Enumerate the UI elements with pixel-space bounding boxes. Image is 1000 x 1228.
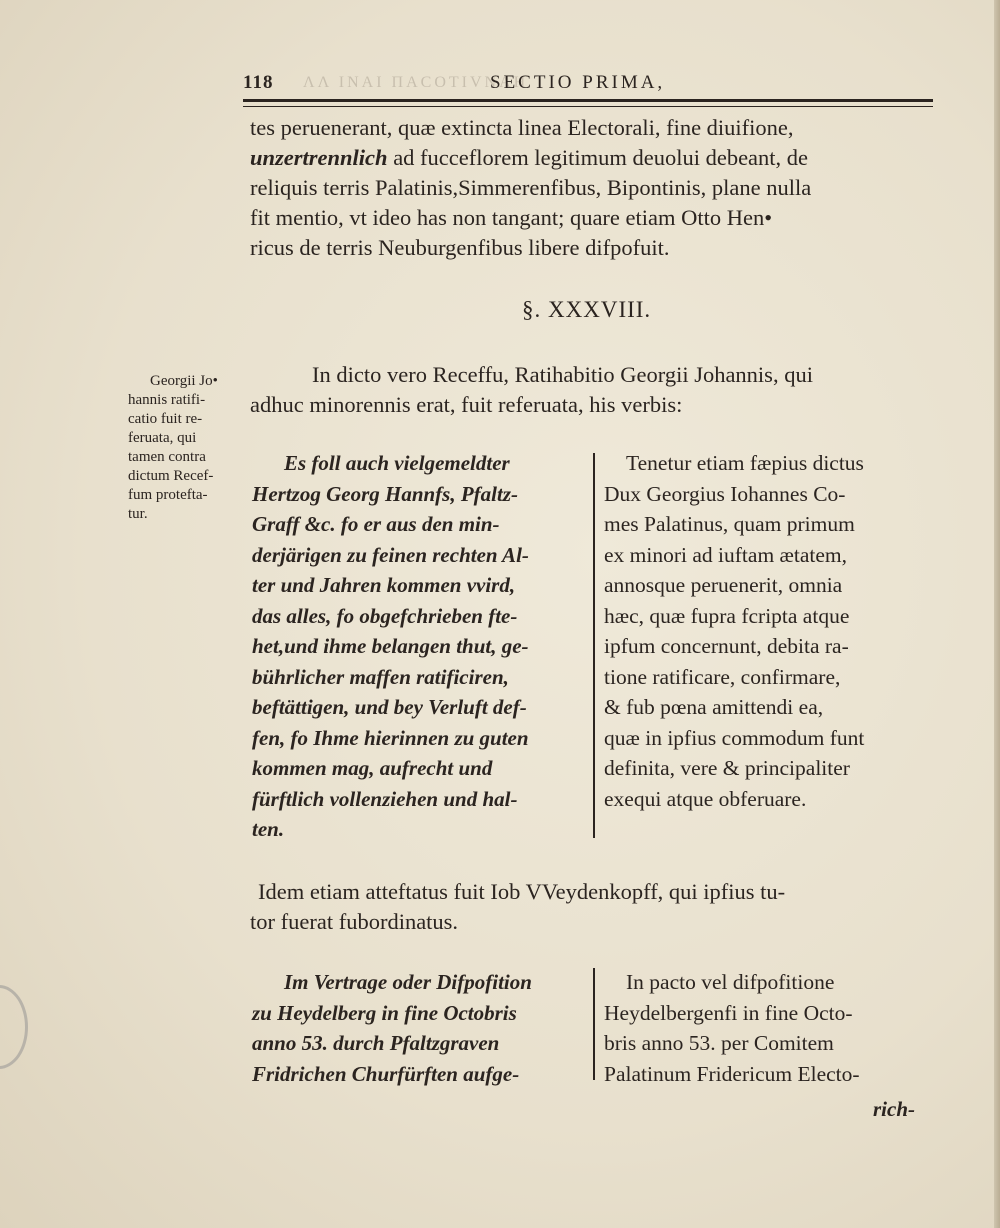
latin-line: exequi atque obferuare. <box>604 786 807 811</box>
note-line: dictum Recef- <box>128 468 214 484</box>
latin-line: annosque peruenerit, omnia <box>604 573 843 597</box>
german-line: ten. <box>252 817 285 841</box>
german-line: fürftlich vollenziehen und hal- <box>252 786 518 811</box>
german-line: anno 53. durch Pfaltzgraven <box>252 1031 500 1055</box>
german-line: das alles, fo obgefchrieben fte- <box>252 603 518 628</box>
latin-line: & fub pœna amittendi ea, <box>604 695 824 719</box>
latin-line: ipfum concernunt, debita ra- <box>604 634 849 658</box>
latin-line: ex minori ad iuftam ætatem, <box>604 542 848 567</box>
latin-line: Tenetur etiam fæpius dictus <box>626 451 864 475</box>
note-line: fum protefta- <box>128 487 208 503</box>
paragraph-3 <box>250 877 935 937</box>
paragraph-1 <box>250 113 935 263</box>
latin-line: definita, vere & principaliter <box>604 756 850 780</box>
german-line: fen, fo Ihme hierinnen zu guten <box>252 725 529 750</box>
section-title: SECTIO PRIMA, <box>490 72 666 93</box>
german-line: derjärigen zu feinen rechten Al- <box>252 542 529 567</box>
header-rule <box>243 99 933 107</box>
note-line: Georgii Jo• <box>150 373 218 389</box>
latin-line: tione ratificare, confirmare, <box>604 664 841 689</box>
german-line: Graff &c. fo er aus den min- <box>252 512 500 536</box>
latin-column-2 <box>604 967 936 1089</box>
page-number: 118 <box>243 72 274 93</box>
german-line: Hertzog Georg Hannfs, Pfaltz- <box>252 481 519 506</box>
german-line: Im Vertrage oder Difpofition <box>284 970 532 994</box>
german-line: Es foll auch vielgemeldter <box>284 451 510 475</box>
text-line: unzertrennlich ad fucceflorem legitimum deuolui debeant, de <box>250 145 809 170</box>
binding-ring <box>0 985 28 1069</box>
latin-line: In pacto vel difpofitione <box>626 970 835 994</box>
text-line: tor fuerat fubordinatus. <box>250 909 459 934</box>
text-line: adhuc minorennis erat, fuit referuata, his verbis: <box>250 392 683 417</box>
latin-column-1 <box>604 448 936 814</box>
marginal-note <box>128 372 248 524</box>
column-divider <box>593 968 595 1080</box>
latin-line: mes Palatinus, quam primum <box>604 512 855 536</box>
note-line: tur. <box>128 506 148 522</box>
text-line: reliquis terris Palatinis,Simmerenfibus, Bipontinis, plane nulla <box>250 175 812 200</box>
column-divider <box>593 453 595 838</box>
german-line: bührlicher maffen ratificiren, <box>252 664 509 689</box>
latin-line: bris anno 53. per Comitem <box>604 1031 834 1055</box>
text-line: ricus de terris Neuburgenfibus libere difpofuit. <box>250 235 670 260</box>
german-line: kommen mag, aufrecht und <box>252 756 493 780</box>
german-column-2 <box>252 967 582 1089</box>
catchword: rich- <box>873 1097 915 1121</box>
german-line: zu Heydelberg in fine Octobris <box>252 1000 517 1025</box>
paragraph-2 <box>250 360 935 420</box>
text-line: In dicto vero Receffu, Ratihabitio Georgii Johannis, qui <box>312 362 813 387</box>
latin-line: Heydelbergenfi in fine Octo- <box>604 1000 853 1025</box>
german-line: ter und Jahren kommen vvird, <box>252 573 516 597</box>
note-line: tamen contra <box>128 449 206 465</box>
latin-line: hæc, quæ fupra fcripta atque <box>604 603 850 628</box>
section-heading: §. XXXVIII. <box>522 297 652 322</box>
latin-line: quæ in ipfius commodum funt <box>604 725 865 750</box>
text-line: Idem etiam atteftatus fuit Iob VVeydenkopff, qui ipfius tu- <box>258 879 786 904</box>
latin-line: Palatinum Fridericum Electo- <box>604 1061 860 1086</box>
page-edge-shadow <box>994 0 1000 1228</box>
italic-term: unzertrennlich <box>250 145 388 170</box>
note-line: hannis ratifi- <box>128 392 206 408</box>
german-line: Fridrichen Churfürften aufge- <box>252 1061 520 1086</box>
german-line: beftättigen, und bey Verluft def- <box>252 695 527 719</box>
german-line: het,und ihme belangen thut, ge- <box>252 634 529 658</box>
bleed-through-text: ΛΛ ΙΝΑΙ ΠΑCOTIVNAH <box>303 74 529 91</box>
latin-line: Dux Georgius Iohannes Co- <box>604 481 846 506</box>
note-line: feruata, qui <box>128 430 197 446</box>
running-head <box>243 72 933 100</box>
note-line: catio fuit re- <box>128 411 203 427</box>
text-line: fit mentio, vt ideo has non tangant; quare etiam Otto Hen• <box>250 205 773 230</box>
german-column-1 <box>252 448 582 845</box>
text-line: tes peruenerant, quæ extincta linea Electorali, fine diuifione, <box>250 115 794 140</box>
